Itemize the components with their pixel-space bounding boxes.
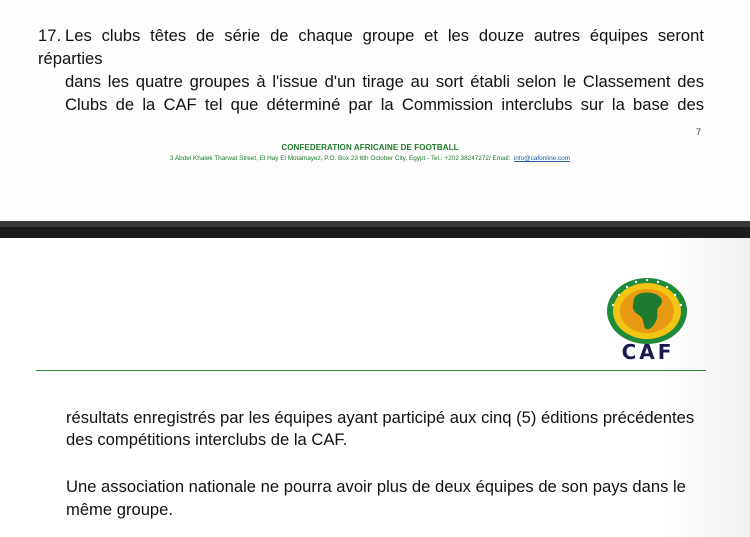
article-line-2: dans les quatre groupes à l'issue d'un tirage au sort établi selon le Classement des (65, 72, 704, 91)
next-paragraph (66, 475, 706, 521)
next-line-2: même groupe. (66, 500, 173, 519)
article-number: 17. (38, 26, 62, 45)
continuation-line-2: des compétitions interclubs de la CAF. (66, 430, 348, 449)
article-line-3: Clubs de la CAF tel que déterminé par la Commission interclubs sur la base des (65, 95, 704, 114)
footer-org-name: CONFEDERATION AFRICAINE DE FOOTBALL (281, 143, 459, 152)
article-line-1: 17. Les clubs têtes de série de chaque groupe et les douze autres équipes seront réparties (38, 26, 704, 68)
page-number: 7 (696, 127, 702, 137)
next-line-1: Une association nationale ne pourra avoir plus de deux équipes de son pays dans le (66, 477, 686, 496)
caf-logo-text: CAF (621, 340, 675, 364)
article-17-paragraph (38, 24, 704, 116)
page-break-bar (0, 221, 750, 238)
document-page-top (0, 0, 750, 221)
footer-address (0, 155, 740, 162)
continuation-line-1: résultats enregistrés par les équipes ayant participé aux cinq (5) éditions précédentes (66, 408, 695, 427)
footer-email-link[interactable]: info@cafonline.com (513, 155, 571, 162)
continuation-paragraph (66, 407, 706, 451)
footer-address-text: 3 Abdel Khalek Tharwat Street, El Hay El Motamayez, P.O. Box 23 6th October City, Egypt - Tel.: +202 38247272/ Email: (169, 155, 511, 162)
header-rule (36, 370, 706, 371)
